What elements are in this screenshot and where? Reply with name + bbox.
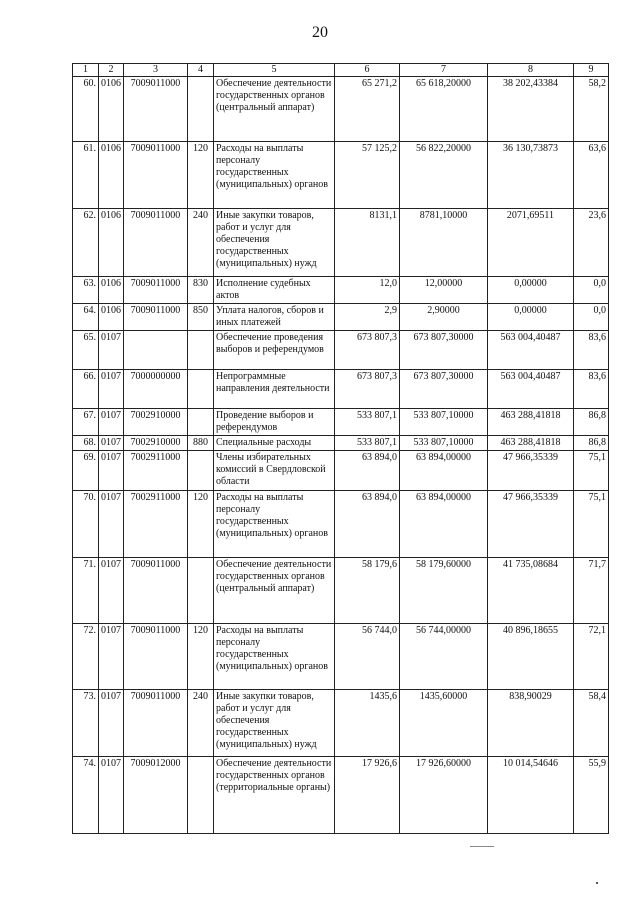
revised-amount: 17 926,60000	[400, 757, 488, 834]
item-name: Обеспечение проведения выборов и референдумов	[214, 331, 335, 370]
table-row	[73, 209, 609, 277]
target-code: 7009011000	[124, 277, 188, 304]
target-code: 7009012000	[124, 757, 188, 834]
table-row	[73, 491, 609, 558]
approved-amount: 17 926,6	[335, 757, 400, 834]
col-header-3: 3	[124, 64, 188, 77]
execution-percent: 23,6	[574, 209, 609, 277]
target-code: 7002911000	[124, 491, 188, 558]
revised-amount: 533 807,10000	[400, 436, 488, 451]
execution-percent: 83,6	[574, 370, 609, 409]
item-name: Уплата налогов, сборов и иных платежей	[214, 304, 335, 331]
section-code: 0107	[99, 331, 124, 370]
approved-amount: 63 894,0	[335, 491, 400, 558]
target-code: 7009011000	[124, 558, 188, 624]
execution-percent: 58,2	[574, 77, 609, 142]
item-name: Обеспечение деятельности государственных органов (территориальные органы)	[214, 757, 335, 834]
expense-type: 120	[188, 491, 214, 558]
revised-amount: 673 807,30000	[400, 331, 488, 370]
table-row	[73, 624, 609, 690]
expense-type: 850	[188, 304, 214, 331]
executed-amount: 10 014,54646	[488, 757, 574, 834]
execution-percent: 72,1	[574, 624, 609, 690]
revised-amount: 58 179,60000	[400, 558, 488, 624]
execution-percent: 75,1	[574, 491, 609, 558]
row-number: 72.	[73, 624, 99, 690]
executed-amount: 0,00000	[488, 277, 574, 304]
executed-amount: 563 004,40487	[488, 331, 574, 370]
executed-amount: 47 966,35339	[488, 491, 574, 558]
execution-percent: 86,8	[574, 409, 609, 436]
target-code: 7002910000	[124, 409, 188, 436]
approved-amount: 57 125,2	[335, 142, 400, 209]
target-code: 7000000000	[124, 370, 188, 409]
target-code: 7009011000	[124, 624, 188, 690]
table-row	[73, 277, 609, 304]
revised-amount: 8781,10000	[400, 209, 488, 277]
section-code: 0107	[99, 690, 124, 757]
target-code: 7009011000	[124, 690, 188, 757]
item-name: Проведение выборов и референдумов	[214, 409, 335, 436]
approved-amount: 56 744,0	[335, 624, 400, 690]
approved-amount: 1435,6	[335, 690, 400, 757]
approved-amount: 12,0	[335, 277, 400, 304]
execution-percent: 55,9	[574, 757, 609, 834]
executed-amount: 563 004,40487	[488, 370, 574, 409]
target-code: 7009011000	[124, 142, 188, 209]
executed-amount: 0,00000	[488, 304, 574, 331]
revised-amount: 63 894,00000	[400, 451, 488, 491]
item-name: Иные закупки товаров, работ и услуг для обеспечения государственных (муниципальных) нужд	[214, 690, 335, 757]
target-code: 7002911000	[124, 451, 188, 491]
executed-amount: 838,90029	[488, 690, 574, 757]
expense-type: 240	[188, 690, 214, 757]
section-code: 0107	[99, 491, 124, 558]
budget-table	[72, 63, 609, 834]
revised-amount: 56 744,00000	[400, 624, 488, 690]
row-number: 70.	[73, 491, 99, 558]
table-row	[73, 451, 609, 491]
revised-amount: 63 894,00000	[400, 491, 488, 558]
section-code: 0107	[99, 624, 124, 690]
approved-amount: 65 271,2	[335, 77, 400, 142]
approved-amount: 8131,1	[335, 209, 400, 277]
approved-amount: 63 894,0	[335, 451, 400, 491]
target-code: 7009011000	[124, 304, 188, 331]
target-code: 7009011000	[124, 209, 188, 277]
section-code: 0106	[99, 142, 124, 209]
item-name: Иные закупки товаров, работ и услуг для обеспечения государственных (муниципальных) нужд	[214, 209, 335, 277]
scan-mark-line	[470, 846, 494, 847]
item-name: Непрограммные направления деятельности	[214, 370, 335, 409]
approved-amount: 673 807,3	[335, 331, 400, 370]
execution-percent: 63,6	[574, 142, 609, 209]
row-number: 68.	[73, 436, 99, 451]
execution-percent: 58,4	[574, 690, 609, 757]
section-code: 0106	[99, 77, 124, 142]
execution-percent: 86,8	[574, 436, 609, 451]
revised-amount: 12,00000	[400, 277, 488, 304]
table-row	[73, 331, 609, 370]
section-code: 0107	[99, 757, 124, 834]
execution-percent: 71,7	[574, 558, 609, 624]
item-name: Обеспечение деятельности государственных органов (центральный аппарат)	[214, 77, 335, 142]
table-row	[73, 142, 609, 209]
row-number: 67.	[73, 409, 99, 436]
col-header-1: 1	[73, 64, 99, 77]
row-number: 62.	[73, 209, 99, 277]
revised-amount: 533 807,10000	[400, 409, 488, 436]
col-header-7: 7	[400, 64, 488, 77]
row-number: 69.	[73, 451, 99, 491]
section-code: 0107	[99, 558, 124, 624]
item-name: Исполнение судебных актов	[214, 277, 335, 304]
section-code: 0106	[99, 209, 124, 277]
revised-amount: 1435,60000	[400, 690, 488, 757]
approved-amount: 2,9	[335, 304, 400, 331]
item-name: Обеспечение деятельности государственных органов (центральный аппарат)	[214, 558, 335, 624]
target-code	[124, 331, 188, 370]
expense-type	[188, 370, 214, 409]
section-code: 0107	[99, 451, 124, 491]
row-number: 71.	[73, 558, 99, 624]
revised-amount: 673 807,30000	[400, 370, 488, 409]
col-header-2: 2	[99, 64, 124, 77]
expense-type: 880	[188, 436, 214, 451]
section-code: 0106	[99, 277, 124, 304]
executed-amount: 463 288,41818	[488, 409, 574, 436]
scan-mark-dot	[596, 882, 598, 884]
expense-type	[188, 558, 214, 624]
table-row	[73, 690, 609, 757]
row-number: 73.	[73, 690, 99, 757]
execution-percent: 75,1	[574, 451, 609, 491]
section-code: 0107	[99, 370, 124, 409]
section-code: 0106	[99, 304, 124, 331]
row-number: 65.	[73, 331, 99, 370]
revised-amount: 65 618,20000	[400, 77, 488, 142]
expense-type: 120	[188, 624, 214, 690]
expense-type: 830	[188, 277, 214, 304]
row-number: 66.	[73, 370, 99, 409]
executed-amount: 41 735,08684	[488, 558, 574, 624]
target-code: 7002910000	[124, 436, 188, 451]
table-row	[73, 436, 609, 451]
col-header-4: 4	[188, 64, 214, 77]
execution-percent: 83,6	[574, 331, 609, 370]
executed-amount: 2071,69511	[488, 209, 574, 277]
row-number: 63.	[73, 277, 99, 304]
approved-amount: 533 807,1	[335, 436, 400, 451]
header-row	[73, 64, 609, 77]
revised-amount: 2,90000	[400, 304, 488, 331]
page-number: 20	[312, 24, 328, 41]
target-code: 7009011000	[124, 77, 188, 142]
item-name: Расходы на выплаты персоналу государственных (муниципальных) органов	[214, 624, 335, 690]
expense-type	[188, 331, 214, 370]
executed-amount: 40 896,18655	[488, 624, 574, 690]
item-name: Специальные расходы	[214, 436, 335, 451]
col-header-5: 5	[214, 64, 335, 77]
execution-percent: 0,0	[574, 304, 609, 331]
expense-type	[188, 409, 214, 436]
approved-amount: 533 807,1	[335, 409, 400, 436]
executed-amount: 463 288,41818	[488, 436, 574, 451]
executed-amount: 47 966,35339	[488, 451, 574, 491]
expense-type: 240	[188, 209, 214, 277]
item-name: Расходы на выплаты персоналу государственных (муниципальных) органов	[214, 491, 335, 558]
executed-amount: 36 130,73873	[488, 142, 574, 209]
table-row	[73, 409, 609, 436]
revised-amount: 56 822,20000	[400, 142, 488, 209]
row-number: 60.	[73, 77, 99, 142]
section-code: 0107	[99, 436, 124, 451]
section-code: 0107	[99, 409, 124, 436]
table-row	[73, 558, 609, 624]
expense-type	[188, 757, 214, 834]
approved-amount: 58 179,6	[335, 558, 400, 624]
approved-amount: 673 807,3	[335, 370, 400, 409]
execution-percent: 0,0	[574, 277, 609, 304]
row-number: 61.	[73, 142, 99, 209]
item-name: Расходы на выплаты персоналу государственных (муниципальных) органов	[214, 142, 335, 209]
expense-type: 120	[188, 142, 214, 209]
table-row	[73, 757, 609, 834]
col-header-8: 8	[488, 64, 574, 77]
table-row	[73, 77, 609, 142]
table-row	[73, 304, 609, 331]
expense-type	[188, 77, 214, 142]
table-row	[73, 370, 609, 409]
col-header-6: 6	[335, 64, 400, 77]
item-name: Члены избирательных комиссий в Свердловской области	[214, 451, 335, 491]
row-number: 64.	[73, 304, 99, 331]
executed-amount: 38 202,43384	[488, 77, 574, 142]
col-header-9: 9	[574, 64, 609, 77]
row-number: 74.	[73, 757, 99, 834]
expense-type	[188, 451, 214, 491]
